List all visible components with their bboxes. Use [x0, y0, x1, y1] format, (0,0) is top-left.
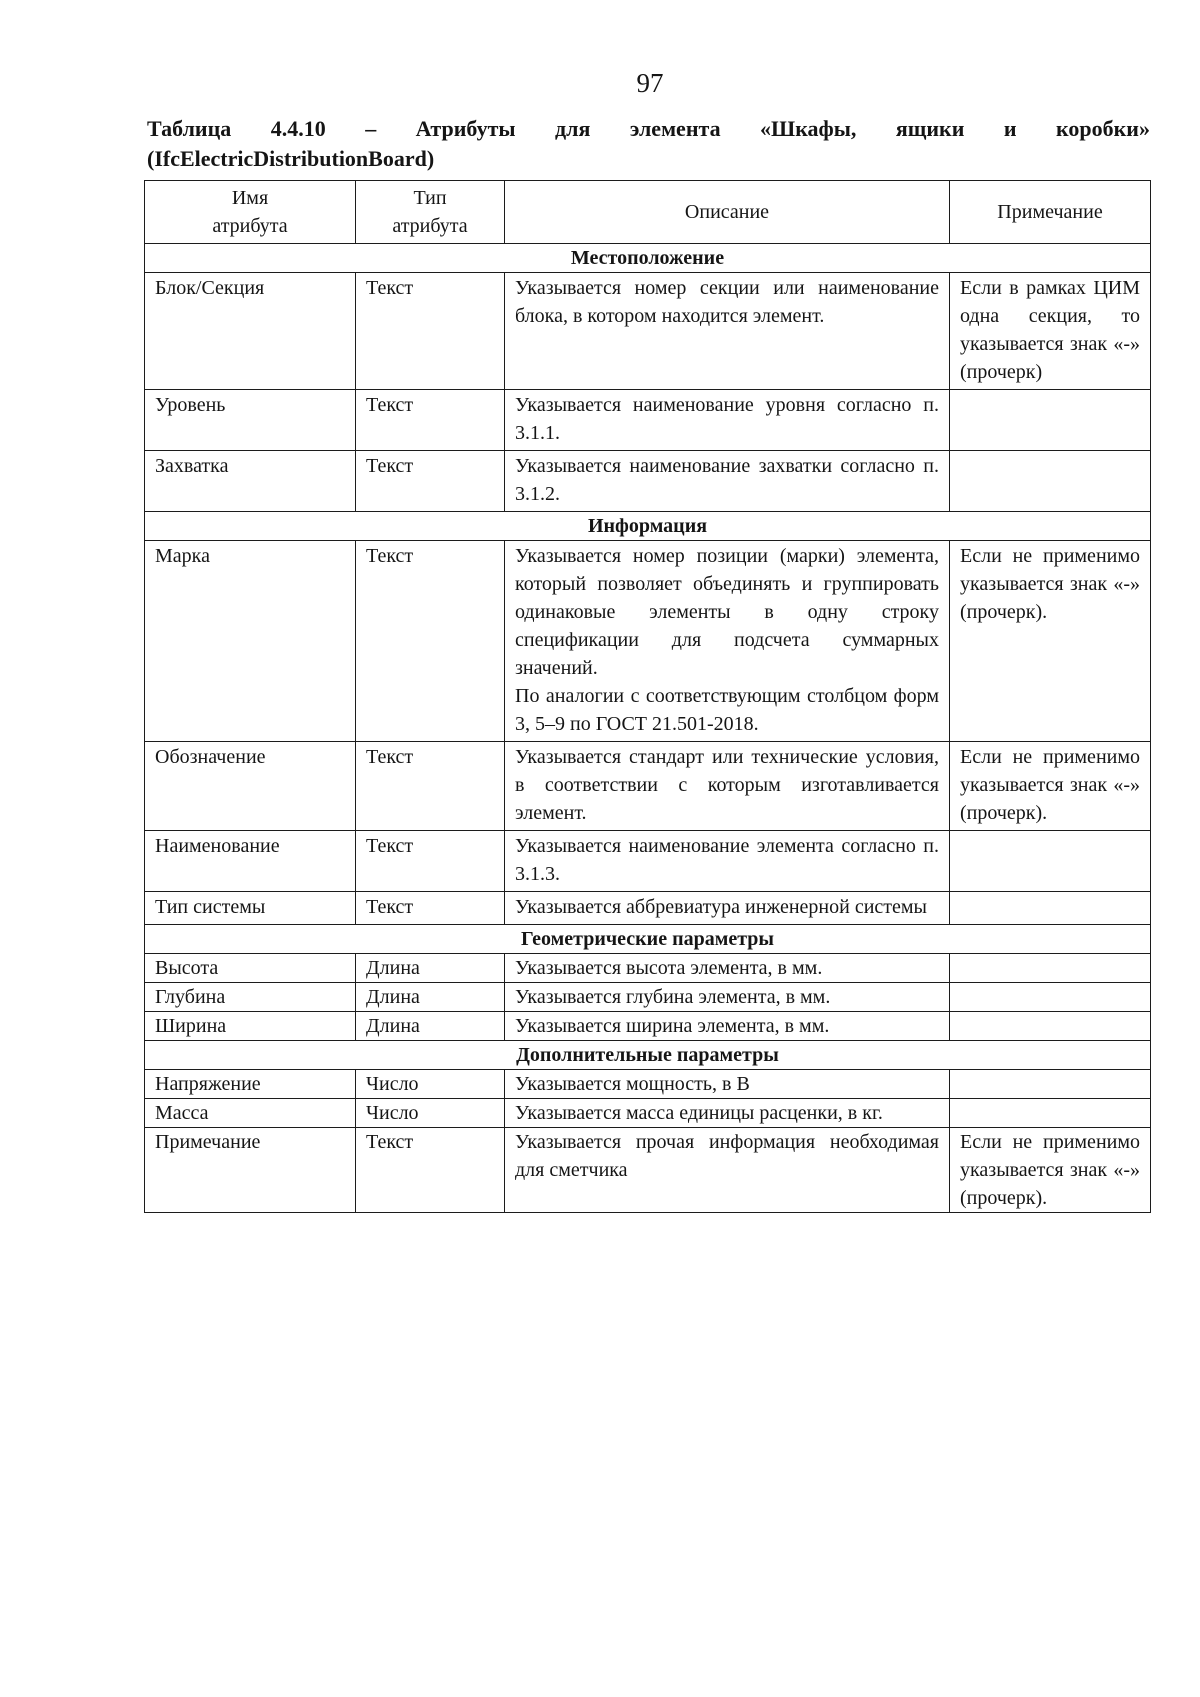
description-cell: [505, 541, 950, 742]
section-row: [145, 1041, 1151, 1070]
caption-word: 4.4.10: [270, 116, 326, 141]
description-paragraph: Указывается наименование захватки согласно п. 3.1.2.: [515, 455, 939, 505]
table-row: [145, 1128, 1151, 1213]
table-row: [145, 1012, 1151, 1041]
table-row: [145, 983, 1151, 1012]
header-description: Описание: [505, 181, 950, 244]
description-paragraph: Указывается номер позиции (марки) элемента, который позволяет объединять и группировать одинаковые элементы в одну строку спецификации для подсчета суммарных значений.: [515, 545, 939, 679]
attribute-name-cell: Примечание: [145, 1128, 356, 1213]
attribute-name-cell: Уровень: [145, 390, 356, 451]
table-row: [145, 451, 1151, 512]
header-name-line2: атрибута: [212, 215, 288, 237]
attribute-type-cell: Текст: [356, 831, 505, 892]
header-type-line1: Тип: [413, 187, 447, 209]
caption-word: для: [555, 116, 591, 141]
note-cell: [950, 983, 1151, 1012]
header-type: [356, 181, 505, 244]
attribute-name-cell: Глубина: [145, 983, 356, 1012]
note-cell: [950, 390, 1151, 451]
attribute-name-cell: Наименование: [145, 831, 356, 892]
note-cell: Если в рамках ЦИМ одна секция, то указывается знак «-» (прочерк): [950, 273, 1151, 390]
table-row: [145, 742, 1151, 831]
note-cell: [950, 954, 1151, 983]
caption-word: ящики: [895, 116, 965, 141]
attribute-name-cell: Высота: [145, 954, 356, 983]
note-cell: [950, 1012, 1151, 1041]
attribute-name-cell: Напряжение: [145, 1070, 356, 1099]
attribute-name-cell: Обозначение: [145, 742, 356, 831]
attribute-name-cell: Захватка: [145, 451, 356, 512]
section-title: Геометрические параметры: [145, 925, 1151, 954]
description-paragraph: Указывается ширина элемента, в мм.: [515, 1015, 830, 1037]
note-cell: Если не применимо указывается знак «-» (прочерк).: [950, 1128, 1151, 1213]
description-paragraph: Указывается высота элемента, в мм.: [515, 957, 823, 979]
description-paragraph: Указывается мощность, в В: [515, 1073, 750, 1095]
description-paragraph: Указывается наименование элемента согласно п. 3.1.3.: [515, 835, 939, 885]
description-paragraph: Указывается аббревиатура инженерной системы: [515, 896, 927, 918]
attributes-table: [144, 180, 1151, 1213]
note-cell: [950, 892, 1151, 925]
header-note: Примечание: [950, 181, 1151, 244]
caption-line-2: (IfcElectricDistributionBoard): [147, 146, 435, 171]
table-row: [145, 1070, 1151, 1099]
attribute-type-cell: Текст: [356, 892, 505, 925]
table-caption: [147, 114, 1150, 174]
table-row: [145, 390, 1151, 451]
section-title: Информация: [145, 512, 1151, 541]
description-cell: [505, 273, 950, 390]
note-cell: [950, 1099, 1151, 1128]
attribute-name-cell: Блок/Секция: [145, 273, 356, 390]
attribute-type-cell: Длина: [356, 1012, 505, 1041]
caption-word: и: [1003, 116, 1017, 141]
description-cell: [505, 1070, 950, 1099]
caption-word: –: [365, 116, 377, 141]
caption-word: элемента: [629, 116, 721, 141]
caption-word: коробки»: [1056, 116, 1150, 141]
caption-word: Таблица: [147, 116, 232, 141]
description-cell: [505, 892, 950, 925]
attribute-name-cell: Марка: [145, 541, 356, 742]
caption-line-1: [147, 114, 1150, 144]
description-paragraph: По аналогии с соответствующим столбцом форм 3, 5–9 по ГОСТ 21.501-2018.: [515, 685, 939, 735]
note-cell: [950, 451, 1151, 512]
note-cell: [950, 831, 1151, 892]
description-paragraph: Указывается наименование уровня согласно п. 3.1.1.: [515, 394, 939, 444]
table-row: [145, 831, 1151, 892]
description-paragraph: Указывается номер секции или наименование блока, в котором находится элемент.: [515, 277, 939, 327]
attribute-type-cell: Текст: [356, 541, 505, 742]
description-cell: [505, 954, 950, 983]
section-title: Местоположение: [145, 244, 1151, 273]
header-name-line1: Имя: [231, 187, 269, 209]
header-type-line2: атрибута: [392, 215, 468, 237]
caption-word: «Шкафы,: [760, 116, 857, 141]
note-cell: Если не применимо указывается знак «-» (прочерк).: [950, 742, 1151, 831]
caption-word: Атрибуты: [415, 116, 516, 141]
table-row: [145, 892, 1151, 925]
header-row: [145, 181, 1151, 244]
attribute-type-cell: Текст: [356, 1128, 505, 1213]
note-cell: [950, 1070, 1151, 1099]
description-cell: [505, 1128, 950, 1213]
description-cell: [505, 1099, 950, 1128]
page-number: 97: [636, 68, 664, 98]
attribute-type-cell: Текст: [356, 742, 505, 831]
attribute-type-cell: Текст: [356, 451, 505, 512]
attribute-type-cell: Число: [356, 1099, 505, 1128]
section-row: [145, 244, 1151, 273]
attribute-type-cell: Текст: [356, 273, 505, 390]
description-paragraph: Указывается масса единицы расценки, в кг.: [515, 1102, 883, 1124]
description-cell: [505, 390, 950, 451]
description-paragraph: Указывается прочая информация необходимая для сметчика: [515, 1131, 939, 1181]
description-cell: [505, 983, 950, 1012]
header-name: [145, 181, 356, 244]
attribute-name-cell: Тип системы: [145, 892, 356, 925]
description-cell: [505, 451, 950, 512]
section-title: Дополнительные параметры: [145, 1041, 1151, 1070]
description-cell: [505, 831, 950, 892]
table-row: [145, 1099, 1151, 1128]
description-paragraph: Указывается глубина элемента, в мм.: [515, 986, 831, 1008]
attribute-type-cell: Длина: [356, 983, 505, 1012]
section-row: [145, 925, 1151, 954]
attribute-name-cell: Ширина: [145, 1012, 356, 1041]
description-cell: [505, 1012, 950, 1041]
section-row: [145, 512, 1151, 541]
description-cell: [505, 742, 950, 831]
attribute-type-cell: Длина: [356, 954, 505, 983]
attribute-name-cell: Масса: [145, 1099, 356, 1128]
note-cell: Если не применимо указывается знак «-» (прочерк).: [950, 541, 1151, 742]
table-body: [145, 244, 1151, 1213]
table-row: [145, 541, 1151, 742]
attribute-type-cell: Число: [356, 1070, 505, 1099]
table-row: [145, 954, 1151, 983]
table-row: [145, 273, 1151, 390]
description-paragraph: Указывается стандарт или технические условия, в соответствии с которым изготавливается элемент.: [515, 746, 939, 824]
attribute-type-cell: Текст: [356, 390, 505, 451]
